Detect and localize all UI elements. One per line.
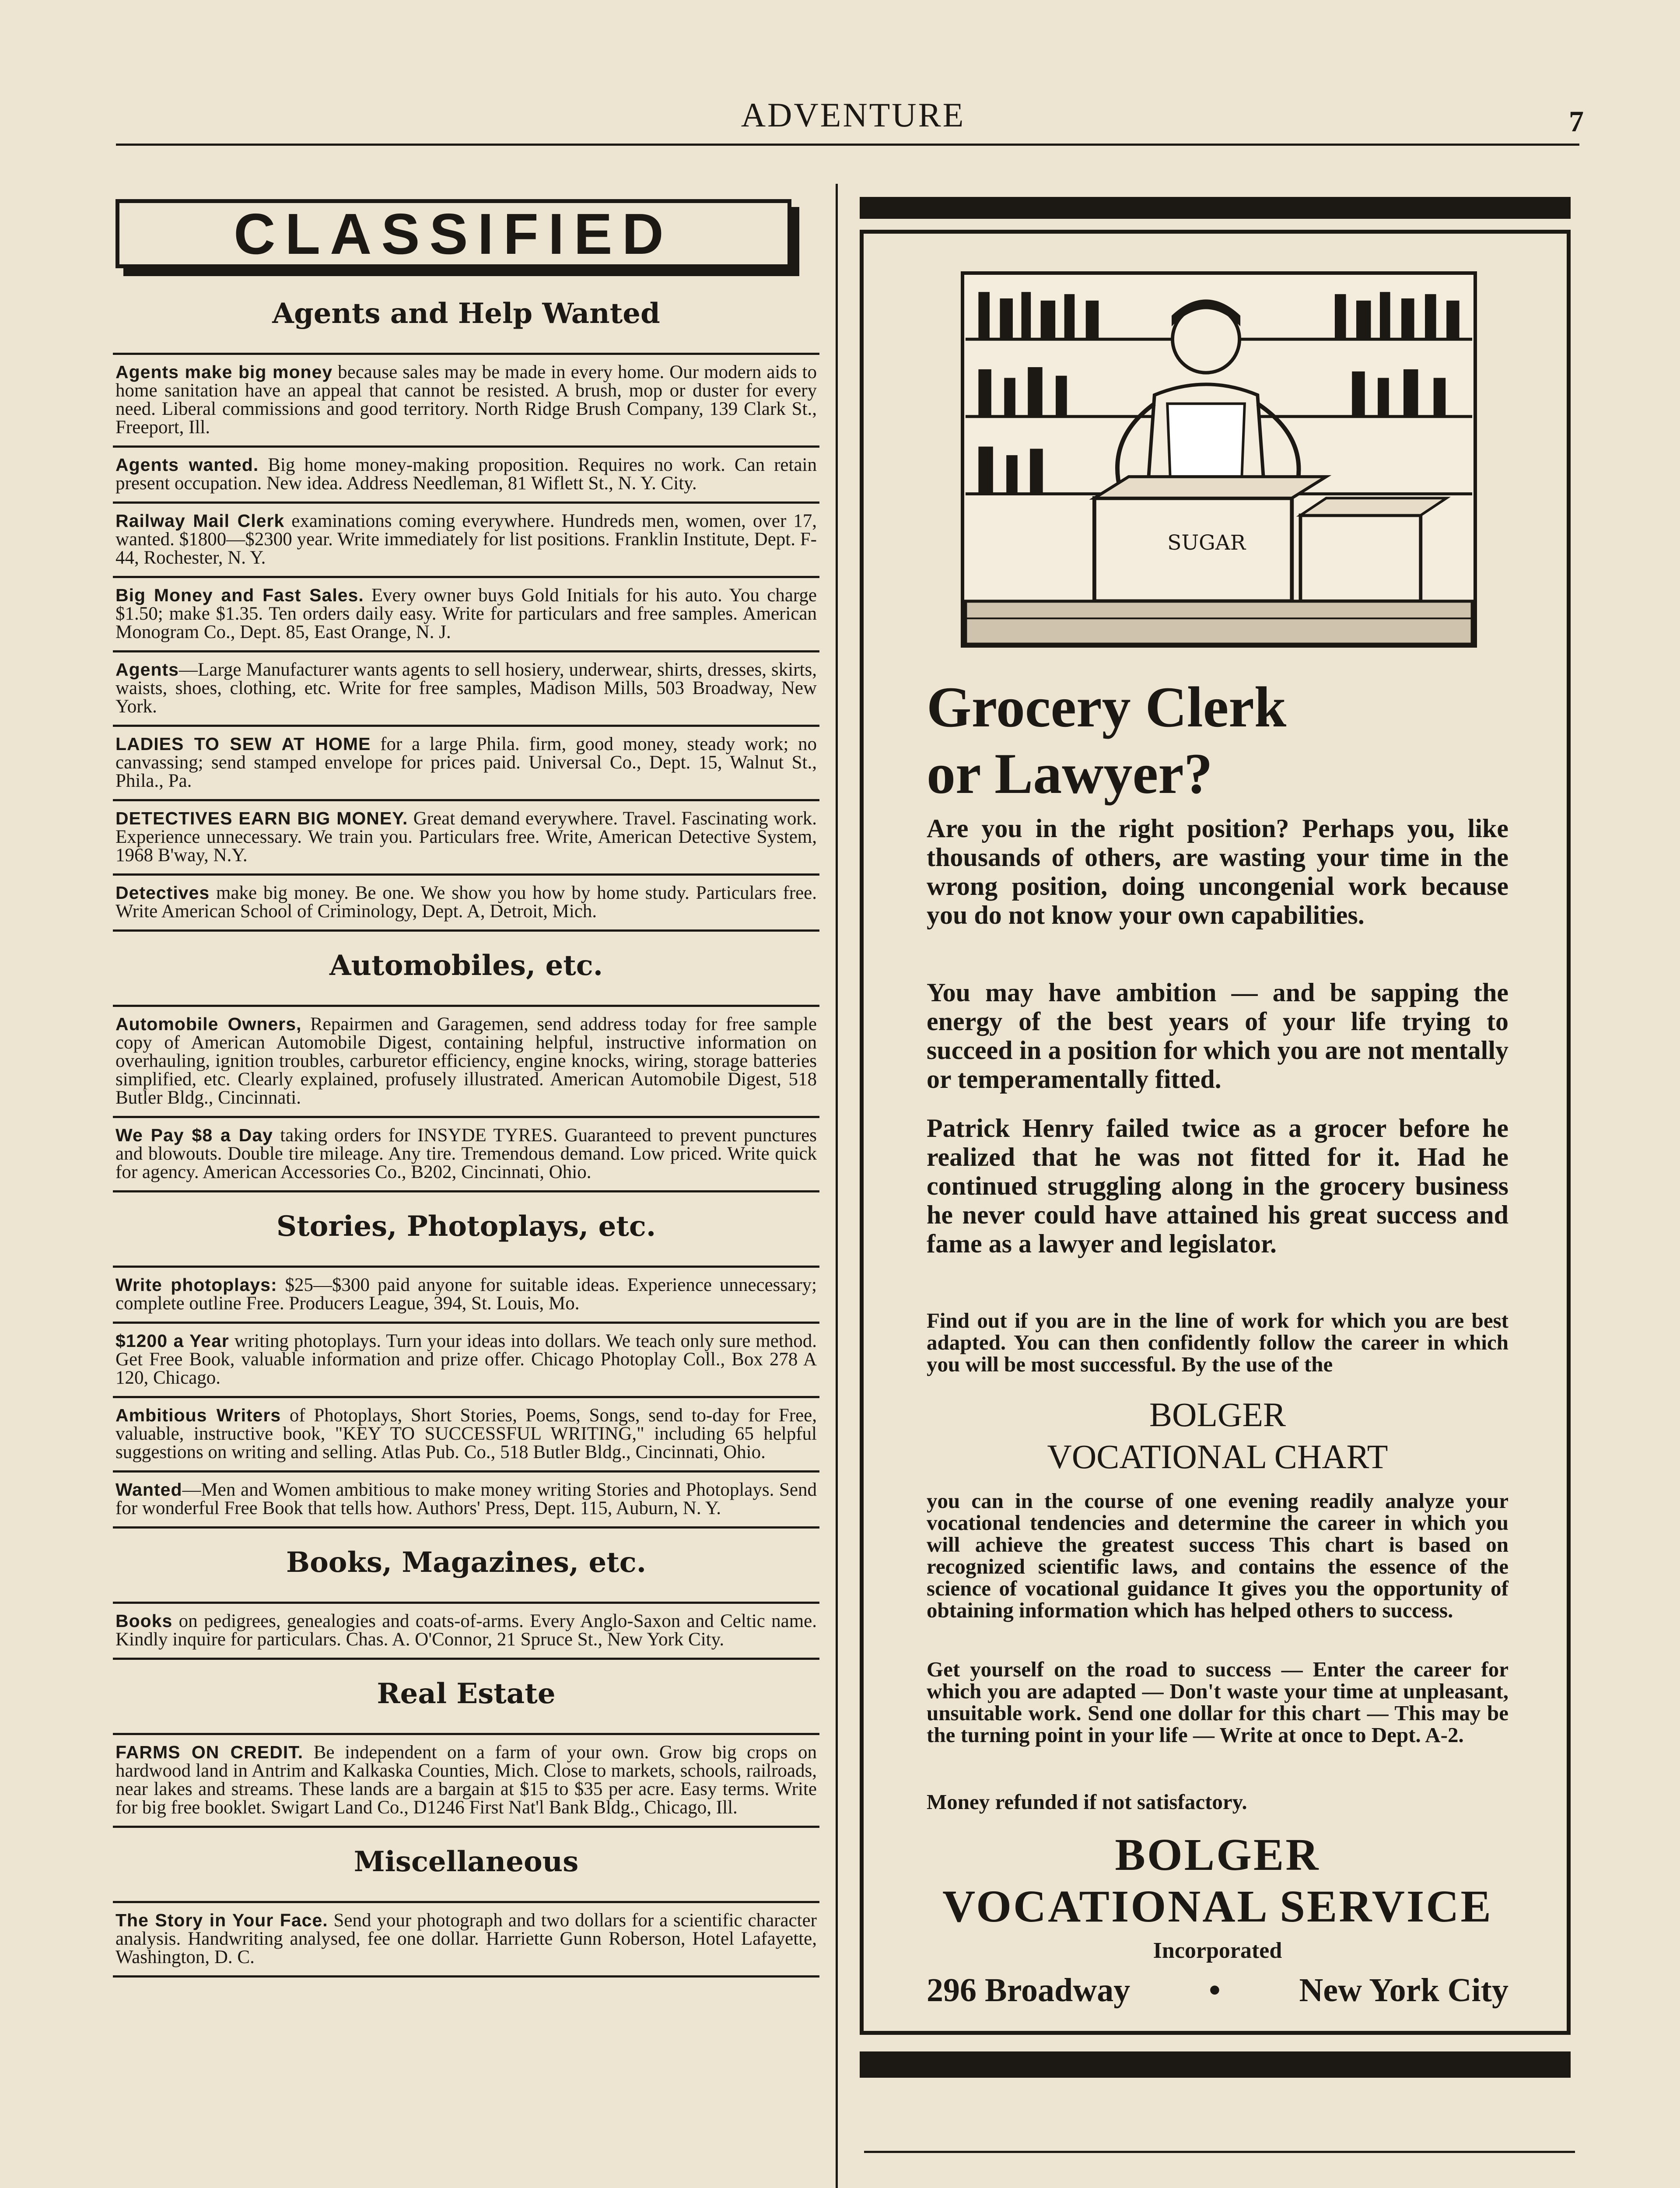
company-name-line-2: VOCATIONAL SERVICE (942, 1881, 1493, 1932)
ad-lead: Agents wanted. (116, 455, 259, 475)
section-heading-miscellaneous: Miscellaneous (354, 1845, 579, 1878)
headline-line-2: or Lawyer? (927, 741, 1213, 806)
ad-lead: FARMS ON CREDIT. (116, 1742, 304, 1762)
classified-ad (113, 1266, 819, 1322)
ad-lead: Wanted (116, 1480, 182, 1500)
headline-line-1: Grocery Clerk (927, 675, 1287, 739)
incorporated-label: Incorporated (1153, 1938, 1282, 1963)
ad-text: Big home money-making proposition. Requires no work. Can retain present occupation. New idea. Address Needleman, 81 Wiflett St., N. Y. City. (116, 455, 817, 494)
ad-lead: Agents make big money (116, 362, 333, 382)
classified-ad (113, 1470, 819, 1529)
ad-text: make big money. Be one. We show you how by home study. Particulars free. Write American School of Criminology, Dept. A, Detroit, Mich. (116, 883, 817, 922)
classified-column (113, 199, 819, 1978)
chart-name-line-2: VOCATIONAL CHART (1047, 1438, 1388, 1476)
ad-lead: Ambitious Writers (116, 1405, 281, 1425)
ad-paragraph-2: You may have ambition — and be sapping the energy of the best years of your life trying to succeed in a position for which you are not mentally or temperamentally fitted. (927, 978, 1508, 1094)
classified-banner: CLASSIFIED (116, 199, 791, 268)
section-heading-real-estate: Real Estate (377, 1677, 556, 1710)
classified-ad (113, 1602, 819, 1660)
classified-ad (113, 445, 819, 501)
classified-ad (113, 501, 819, 576)
section-heading-stories: Stories, Photoplays, etc. (276, 1210, 656, 1243)
ad-text: writing photoplays. Turn your ideas into dollars. We teach only sure method. Get Free Book, valuable information and prize offer. Chicago Photoplay Coll., Box 278 A 120, Chicago. (116, 1331, 817, 1388)
ad-paragraph-4: Find out if you are in the line of work for which you are best adapted. You can then confidently follow the career in which you will be most successful. By the use of the (927, 1308, 1508, 1376)
ad-text: for a large Phila. firm, good money, steady work; no canvassing; send stamped envelope for prices paid. Universal Co., Dept. 15, Walnut St., Phila., Pa. (116, 734, 817, 791)
company-name-line-1: BOLGER (1115, 1830, 1320, 1880)
ad-lead: Agents (116, 659, 179, 680)
ad-text: Great demand everywhere. Travel. Fascinating work. Experience unnecessary. We train you. Particulars free. Write, American Detective System, 1968 B'way, N.Y. (116, 808, 817, 866)
classified-ad (113, 650, 819, 725)
ad-lead: Detectives (116, 883, 210, 903)
ad-text: on pedigrees, genealogies and coats-of-arms. Every Anglo-Saxon and Celtic name. Kindly inquire for particulars. Chas. A. O'Connor, 21 Spruce St., New York City. (116, 1611, 817, 1650)
section-heading-agents: Agents and Help Wanted (272, 297, 660, 330)
ad-text: examinations coming everywhere. Hundreds men, women, over 17, wanted. $1800—$2300 year. Write immediately for list positions. Franklin Institute, Dept. F-44, Rochester, N. Y. (116, 511, 817, 568)
ad-bottom-bar (860, 2051, 1571, 2078)
chart-name-line-1: BOLGER (1149, 1396, 1286, 1434)
ad-lead: DETECTIVES EARN BIG MONEY. (116, 808, 408, 828)
classified-ad (113, 1322, 819, 1396)
header-rule (116, 144, 1579, 146)
section-heading-books: Books, Magazines, etc. (286, 1546, 646, 1579)
ad-headline (927, 674, 1495, 807)
company-name (927, 1829, 1508, 1932)
ad-text: because sales may be made in every home. Our modern aids to home sanitation have an appeal that cannot be resisted. A brush, mop or duster for every need. Liberal commissions and good territory. North Ridge Brush Company, 139 Clark St., Freeport, Ill. (116, 362, 817, 438)
ad-lead: $1200 a Year (116, 1331, 229, 1351)
box-label: SUGAR (1167, 531, 1246, 555)
ad-text: $25—$300 paid anyone for suitable ideas. Experience unnecessary; complete outline Free. Producers League, 394, St. Louis, Mo. (116, 1275, 817, 1314)
classified-ad (113, 725, 819, 799)
address-street: 296 Broadway (927, 1972, 1130, 2009)
ventriloquism-top-rule (864, 2151, 1575, 2153)
classified-ad (113, 353, 819, 445)
ad-lead: Railway Mail Clerk (116, 511, 285, 531)
ad-text: Be independent on a farm of your own. Grow big crops on hardwood land in Antrim and Kalkaska Counties, Mich. Close to markets, schools, railroads, near lakes and streams. These lands are a bargain at $15 to $35 per acre. Easy terms. Write for big free booklet. Swigart Land Co., D1246 First Nat'l Bank Bldg., Chicago, Ill. (116, 1742, 817, 1818)
ad-top-bar (860, 197, 1571, 219)
ad-text: Repairmen and Garagemen, send address today for free sample copy of American Automobile Digest, containing helpful, instructive information on overhauling, ignition troubles, carburetor efficiency, engine knocks, wiring, storage batteries simplified, etc. Clearly explained, profusely illustrated. American Automobile Digest, 518 Butler Bldg., Cincinnati. (116, 1014, 817, 1108)
classified-ad (113, 1733, 819, 1828)
refund-note: Money refunded if not satisfactory. (927, 1790, 1247, 1814)
ad-lead: We Pay $8 a Day (116, 1125, 273, 1145)
ad-lead: Books (116, 1611, 173, 1631)
ad-text: taking orders for INSYDE TYRES. Guaranteed to prevent punctures and blowouts. Double tire mileage. Any tire. Tremendous demand. Low priced. Write quick for agency. American Accessories Co., B202, Cincinnati, Ohio. (116, 1125, 817, 1182)
address-separator: • (1209, 1972, 1221, 2009)
ad-paragraph-3: Patrick Henry failed twice as a grocer before he realized that he was not fitted for it. Had he continued struggling along in the grocery business he never could have attained his great success and fame as a lawyer and legislator. (927, 1114, 1508, 1258)
page-number: 7 (1569, 105, 1584, 138)
ad-lead: Write photoplays: (116, 1275, 277, 1295)
classified-ad (113, 1005, 819, 1116)
classified-ad (113, 576, 819, 650)
ad-paragraph-1: Are you in the right position? Perhaps you, like thousands of others, are wasting your time in the wrong position, doing uncongenial work because you do not know your own capabilities. (927, 814, 1508, 929)
ad-text: of Photoplays, Short Stories, Poems, Songs, send to-day for Free, valuable, instructive book, "KEY TO SUCCESSFUL WRITING," including 65 helpful suggestions on writing and selling. Atlas Pub. Co., 518 Butler Bldg., Cincinnati, Ohio. (116, 1405, 817, 1462)
ad-paragraph-6: Get yourself on the road to success — Enter the career for which you are adapted — Don't waste your time at unpleasant, unsuitable work. Send one dollar for this chart — This may be the turning point in your life — Write at once to Dept. A-2. (927, 1657, 1508, 1747)
column-divider (836, 184, 838, 2188)
classified-ad (113, 1396, 819, 1470)
grocery-clerk-illustration (961, 271, 1477, 648)
ad-lead: Big Money and Fast Sales. (116, 585, 364, 605)
ad-text: —Large Manufacturer wants agents to sell hosiery, underwear, shirts, dresses, skirts, waists, shoes, clothing, etc. Write for free samples, Madison Mills, 503 Broadway, New York. (116, 659, 817, 717)
classified-ad (113, 873, 819, 932)
ad-lead: LADIES TO SEW AT HOME (116, 734, 371, 754)
ad-text: Every owner buys Gold Initials for his auto. You charge $1.50; make $1.35. Ten orders daily easy. Write for particulars and free samples. American Monogram Co., Dept. 85, East Orange, N. J. (116, 585, 817, 642)
classified-ad (113, 1901, 819, 1978)
clerk-drawing (964, 275, 1474, 644)
classified-ad (113, 799, 819, 873)
ad-lead: Automobile Owners, (116, 1014, 302, 1034)
section-heading-automobiles: Automobiles, etc. (329, 949, 603, 982)
classified-ad (113, 1116, 819, 1192)
ad-text: —Men and Women ambitious to make money writing Stories and Photoplays. Send for wonderful Free Book that tells how. Authors' Press, Dept. 115, Auburn, N. Y. (116, 1480, 817, 1518)
ad-text: Send your photograph and two dollars for a scientific character analysis. Handwriting analysed, fee one dollar. Harriette Gunn Roberson, Hotel Lafayette, Washington, D. C. (116, 1910, 817, 1967)
ad-paragraph-5: you can in the course of one evening readily analyze your vocational tendencies and determine the career in which you will achieve the greatest success This chart is based on recognized scientific laws, and contains the essence of the science of vocational guidance It gives you the opportunity of obtaining information which has helped others to success. (927, 1489, 1508, 1622)
chart-name (927, 1394, 1508, 1478)
running-header-title: ADVENTURE (741, 96, 966, 134)
company-address (927, 1971, 1508, 2009)
ad-lead: The Story in Your Face. (116, 1910, 328, 1930)
address-city: New York City (1299, 1972, 1508, 2009)
